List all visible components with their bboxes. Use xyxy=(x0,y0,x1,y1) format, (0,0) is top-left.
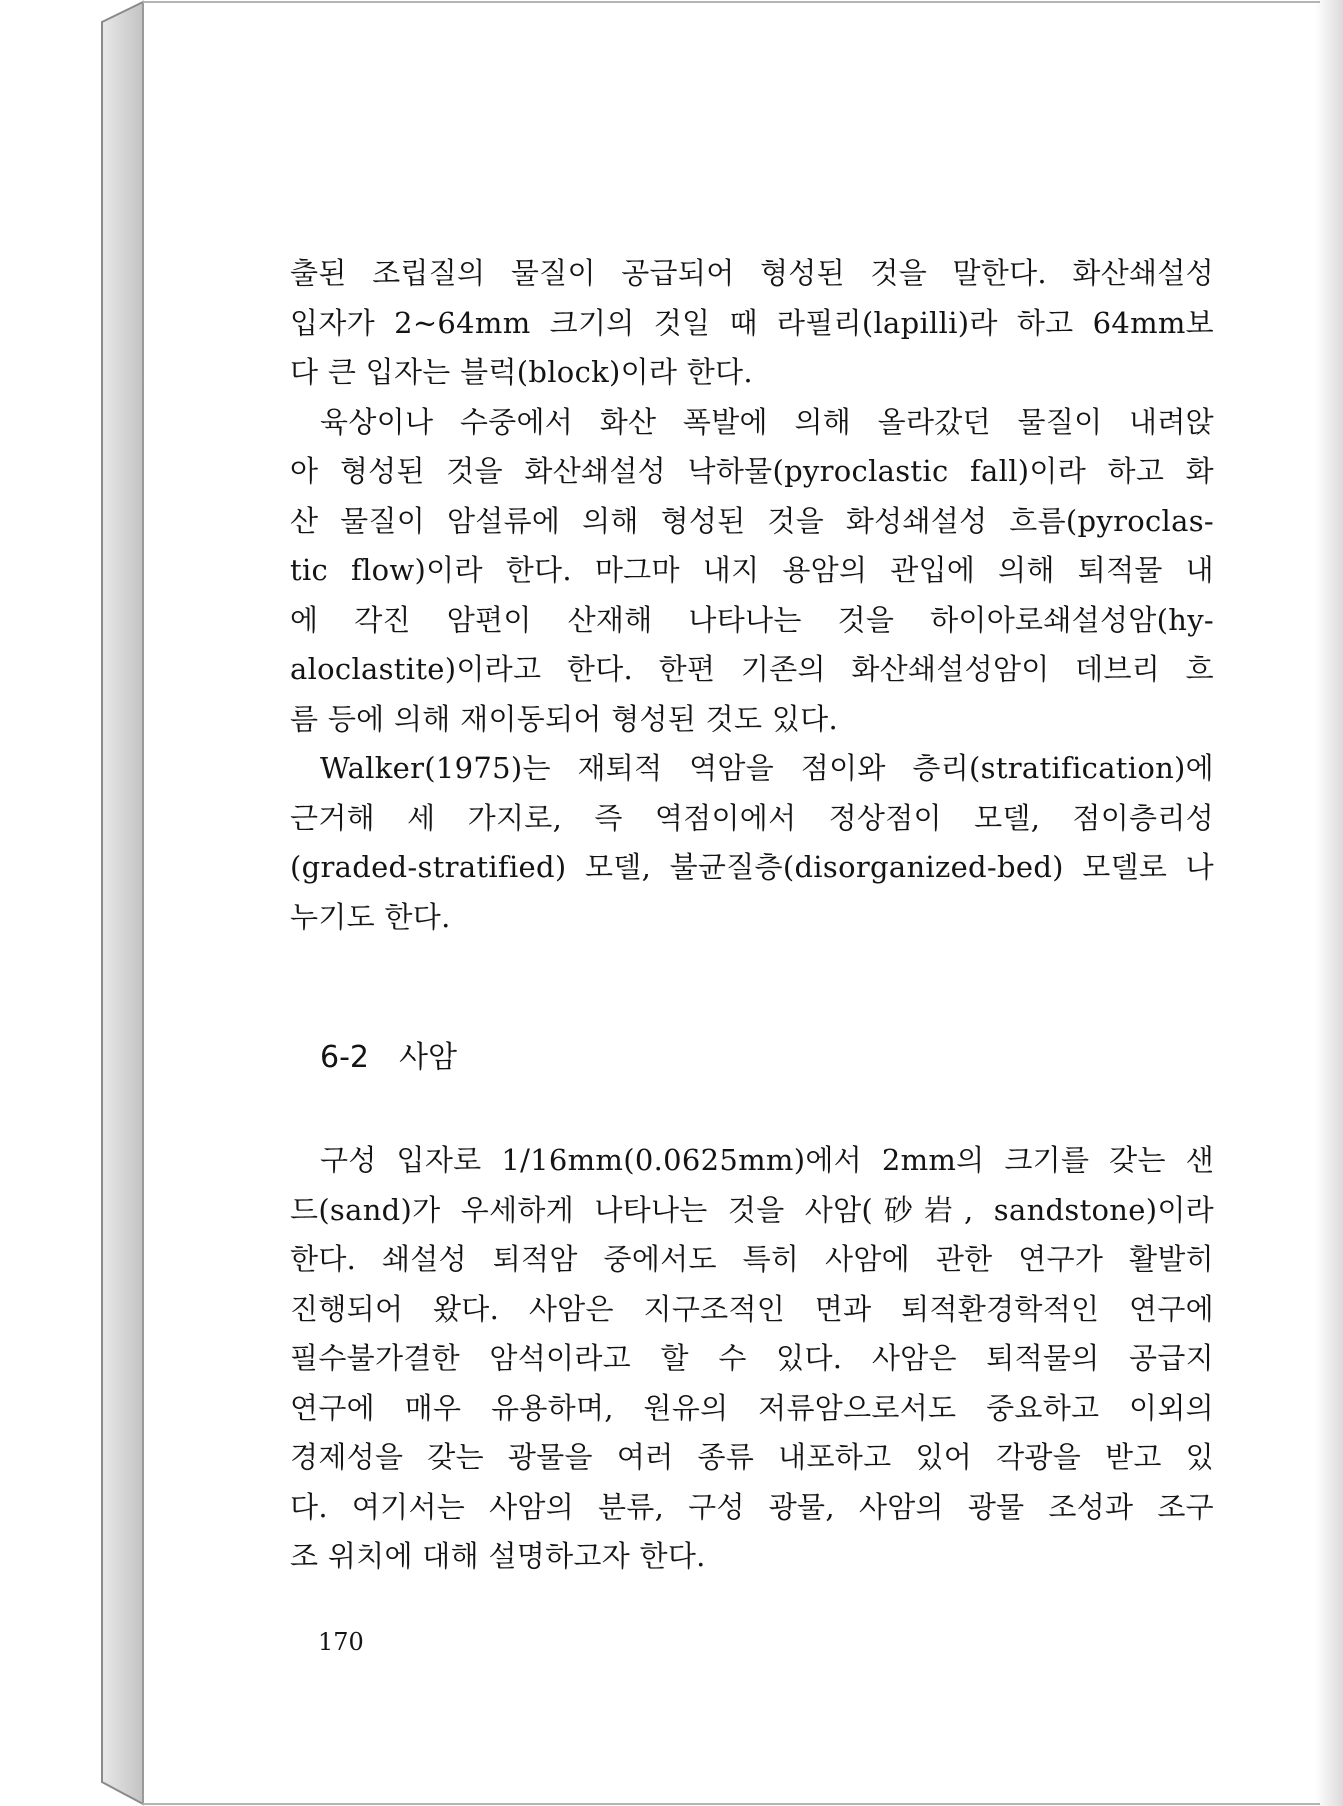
page-number: 170 xyxy=(318,1628,364,1656)
text-line: 아 형성된 것을 화산쇄설성 낙하물(pyroclastic fall)이라 하고 화 xyxy=(290,454,1214,488)
text-line: 한다. 쇄설성 퇴적암 중에서도 특히 사암에 관한 연구가 활발히 xyxy=(290,1242,1214,1276)
text-line: 다 큰 입자는 블럭(block)이라 한다. xyxy=(290,355,753,389)
text-line: 에 각진 암편이 산재해 나타나는 것을 하이아로쇄설성암(hy- xyxy=(290,602,1214,637)
text-line: tic flow)이라 한다. 마그마 내지 용암의 관입에 의해 퇴적물 내 xyxy=(290,553,1214,587)
page-edge-shadow xyxy=(1315,0,1343,1806)
text-line: 다. 여기서는 사암의 분류, 구성 광물, 사암의 광물 조성과 조구 xyxy=(290,1489,1214,1524)
text-line: 름 등에 의해 재이동되어 형성된 것도 있다. xyxy=(290,701,838,736)
text-line: 연구에 매우 유용하며, 원유의 저류암으로서도 중요하고 이외의 xyxy=(290,1390,1214,1425)
text-line: Walker(1975)는 재퇴적 역암을 점이와 층리(stratification)에 xyxy=(320,751,1214,785)
text-line: 출된 조립질의 물질이 공급되어 형성된 것을 말한다. 화산쇄설성 xyxy=(290,256,1214,290)
text-line: 산 물질이 암설류에 의해 형성된 것을 화성쇄설성 흐름(pyroclas- xyxy=(290,503,1214,538)
text-line: 드(sand)가 우세하게 나타나는 것을 사암(砂岩, sandstone)이라 xyxy=(290,1192,1214,1227)
text-line: aloclastite)이라고 한다. 한편 기존의 화산쇄설성암이 데브리 흐 xyxy=(290,652,1214,686)
text-line: (graded-stratified) 모델, 불균질층(disorganized-bed) 모델로 나 xyxy=(290,850,1214,884)
section-title: 사암 xyxy=(399,1040,457,1075)
paragraph xyxy=(290,249,1214,398)
spine-face xyxy=(102,2,143,1804)
text-line: 입자가 2∼64mm 크기의 것일 때 라필리(lapilli)라 하고 64mm보 xyxy=(290,305,1214,340)
text-line: 경제성을 갖는 광물을 여러 종류 내포하고 있어 각광을 받고 있 xyxy=(290,1440,1214,1474)
body-text-top xyxy=(290,249,1214,942)
paragraph xyxy=(290,1136,1214,1582)
text-line: 조 위치에 대해 설명하고자 한다. xyxy=(290,1539,706,1573)
text-line: 근거해 세 가지로, 즉 역점이에서 정상점이 모델, 점이층리성 xyxy=(290,800,1214,835)
body-text-bottom xyxy=(290,1136,1214,1582)
section-heading xyxy=(320,1032,457,1076)
text-line: 누기도 한다. xyxy=(290,899,451,934)
text-line: 필수불가결한 암석이라고 할 수 있다. 사암은 퇴적물의 공급지 xyxy=(290,1341,1214,1375)
text-line: 구성 입자로 1/16mm(0.0625mm)에서 2mm의 크기를 갖는 샌 xyxy=(320,1143,1214,1177)
paragraph xyxy=(290,744,1214,942)
paragraph xyxy=(290,398,1214,745)
text-line: 육상이나 수중에서 화산 폭발에 의해 올라갔던 물질이 내려앉 xyxy=(320,404,1214,439)
text-line: 진행되어 왔다. 사암은 지구조적인 면과 퇴적환경학적인 연구에 xyxy=(290,1291,1214,1326)
section-number: 6-2 xyxy=(320,1040,369,1075)
